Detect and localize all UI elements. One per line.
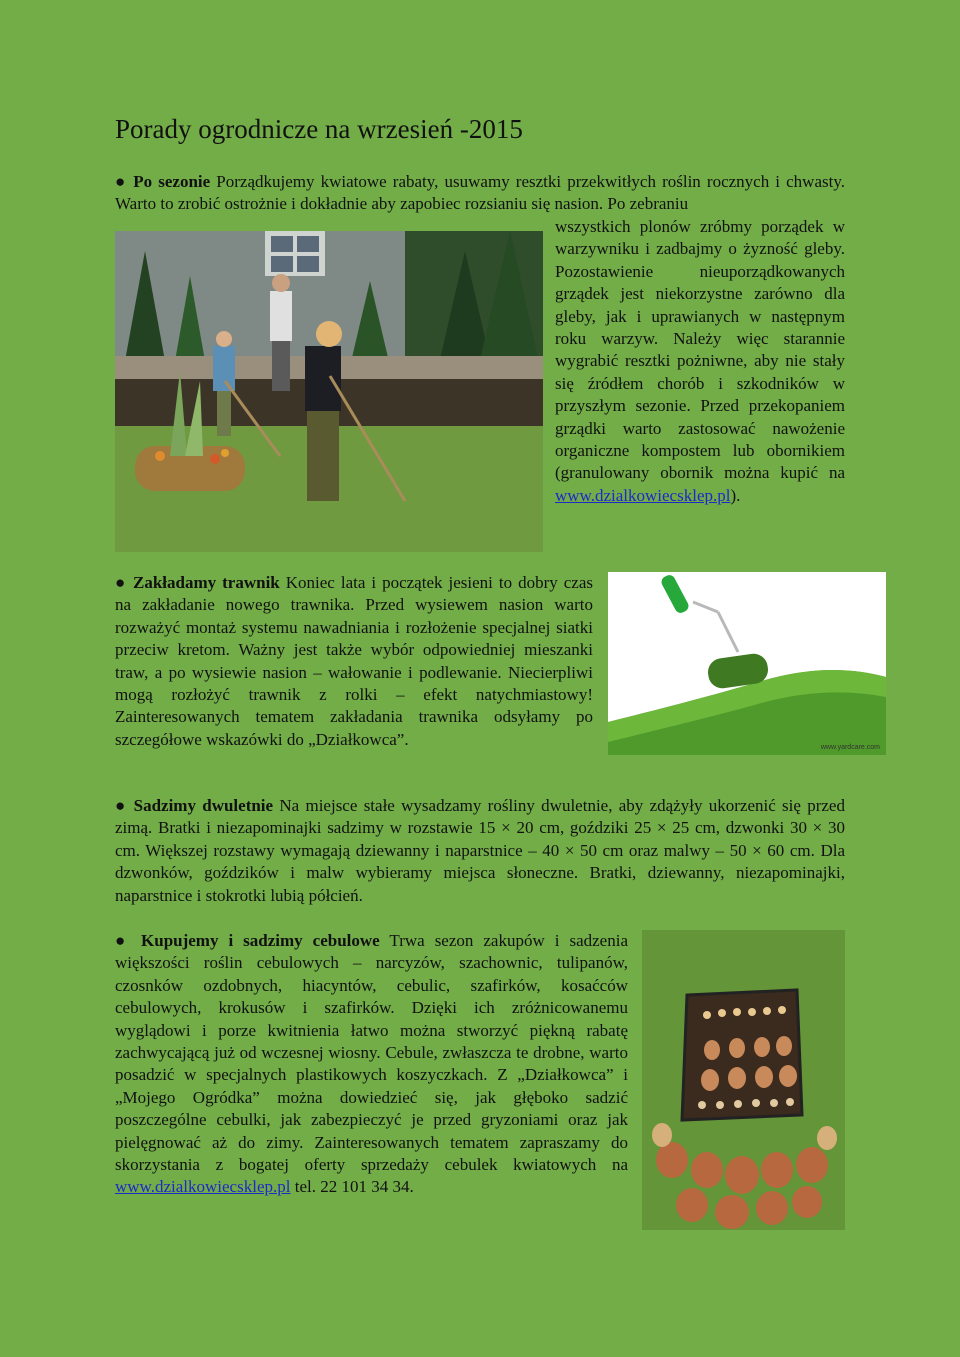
page-title: Porady ogrodnicze na wrzesień -2015 bbox=[115, 114, 523, 144]
lawn-roller-image bbox=[608, 572, 886, 755]
section-zakladamy-trawnik bbox=[115, 572, 593, 751]
section-heading: Sadzimy dwuletnie bbox=[133, 796, 274, 815]
bullet: ● bbox=[115, 172, 128, 191]
section-heading: Zakładamy trawnik bbox=[133, 573, 280, 592]
section-text-tail: ). bbox=[730, 485, 741, 505]
section-text: Trwa sezon zakupów i sadzenia większości roślin cebulowych – narcyzów, szachownic, tulipanów, czosnków ozdobnych, hiacyntów, cebulic, szafirków, kosaćców cebulowych, krokusów i szafirków. Dzięki ich zróżnicowanemu wyglądowi i porze kwitnienia łatwo można stworzyć piękną rabatę zachwycającą już od wczesnej wiosny. Cebule, zwłaszcza te drobne, warto posadzić w specjalnych plastikowych koszyczkach. Z „Działkowca” i „Mojego Ogródka” można dowiedzieć się, jak głęboko sadzić poszczególne cebulki, jak zabezpieczyć je przed gryzoniami oraz jak pielęgnować aż do zimy. Zainteresowanych tematem zapraszamy do skorzystania z bogatej oferty sprzedaży cebulek kwiatowych na bbox=[115, 931, 628, 1175]
section-heading: Po sezonie bbox=[133, 172, 211, 191]
section-text-tail: tel. 22 101 34 34. bbox=[290, 1177, 414, 1197]
section-text: wszystkich plonów zróbmy porządek w warzywniku i zadbajmy o żyzność gleby. Pozostawienie nieuporządkowanych grządek jest niekorzystne zarówno dla gleby, jak i uprawianych w następnym roku warzyw. Należy więc starannie wygrabić resztki pożniwne, aby nie stały się źródłem chorób i szkodników w przyszłym sezonie. Przed przekopaniem grządki warto zastosować nawożenie organiczne kompostem lub obornikiem (granulowany obornik można kupić na bbox=[555, 217, 845, 483]
bullet: ● bbox=[115, 573, 128, 592]
garden-work-photo bbox=[115, 231, 543, 552]
image-credit: www.yardcare.com bbox=[820, 744, 880, 751]
bulbs-planting-photo bbox=[642, 930, 845, 1230]
section-heading: Kupujemy i sadzimy cebulowe bbox=[141, 931, 380, 950]
shop-link[interactable]: www.dzialkowiecsklep.pl bbox=[555, 485, 731, 505]
section-po-sezonie-lead bbox=[115, 171, 845, 216]
section-text: Porządkujemy kwiatowe rabaty, usuwamy resztki przekwitłych roślin rocznych i chwasty. Warto to zrobić ostrożnie i dokładnie aby zapobiec rozsianiu się nasion. Po zebraniu bbox=[115, 172, 845, 214]
shop-link[interactable]: www.dzialkowiecsklep.pl bbox=[115, 1177, 291, 1197]
section-po-sezonie-side bbox=[555, 216, 845, 507]
bullet: ● bbox=[115, 931, 132, 950]
section-sadzimy-dwuletnie bbox=[115, 795, 845, 907]
section-text: Na miejsce stałe wysadzamy rośliny dwuletnie, aby zdążyły ukorzenić się przed zimą. Bratki i niezapominajki sadzimy w rozstawie 15 × 20 cm, goździki 25 × 25 cm, dzwonki 30 × 30 cm. Większej rozstawy wymagają dziewanny i naparstnice – 40 × 50 cm oraz malwy – 50 × 60 cm. Dla dzwonków, goździków i malw wybieramy miejsca słoneczne. Bratki, dziewanny, niezapominajki, naparstnice i stokrotki lubią półcień. bbox=[115, 796, 845, 905]
section-text: Koniec lata i początek jesieni to dobry czas na zakładanie nowego trawnika. Przed wysiewem nasion warto rozważyć montaż systemu nawadniania i rozłożenie specjalnej siatki przeciw kretom. Ważny jest także wybór odpowiedniej mieszanki traw, a po wysiewie nasion – wałowanie i podlewanie. Niecierpliwi mogą rozłożyć trawnik z rolki – efekt natychmiastowy! Zainteresowanych tematem zakładania trawnika odsyłamy po szczegółowe wskazówki do „Działkowca”. bbox=[115, 573, 593, 749]
bullet: ● bbox=[115, 796, 128, 815]
section-kupujemy-cebulowe bbox=[115, 930, 628, 1199]
